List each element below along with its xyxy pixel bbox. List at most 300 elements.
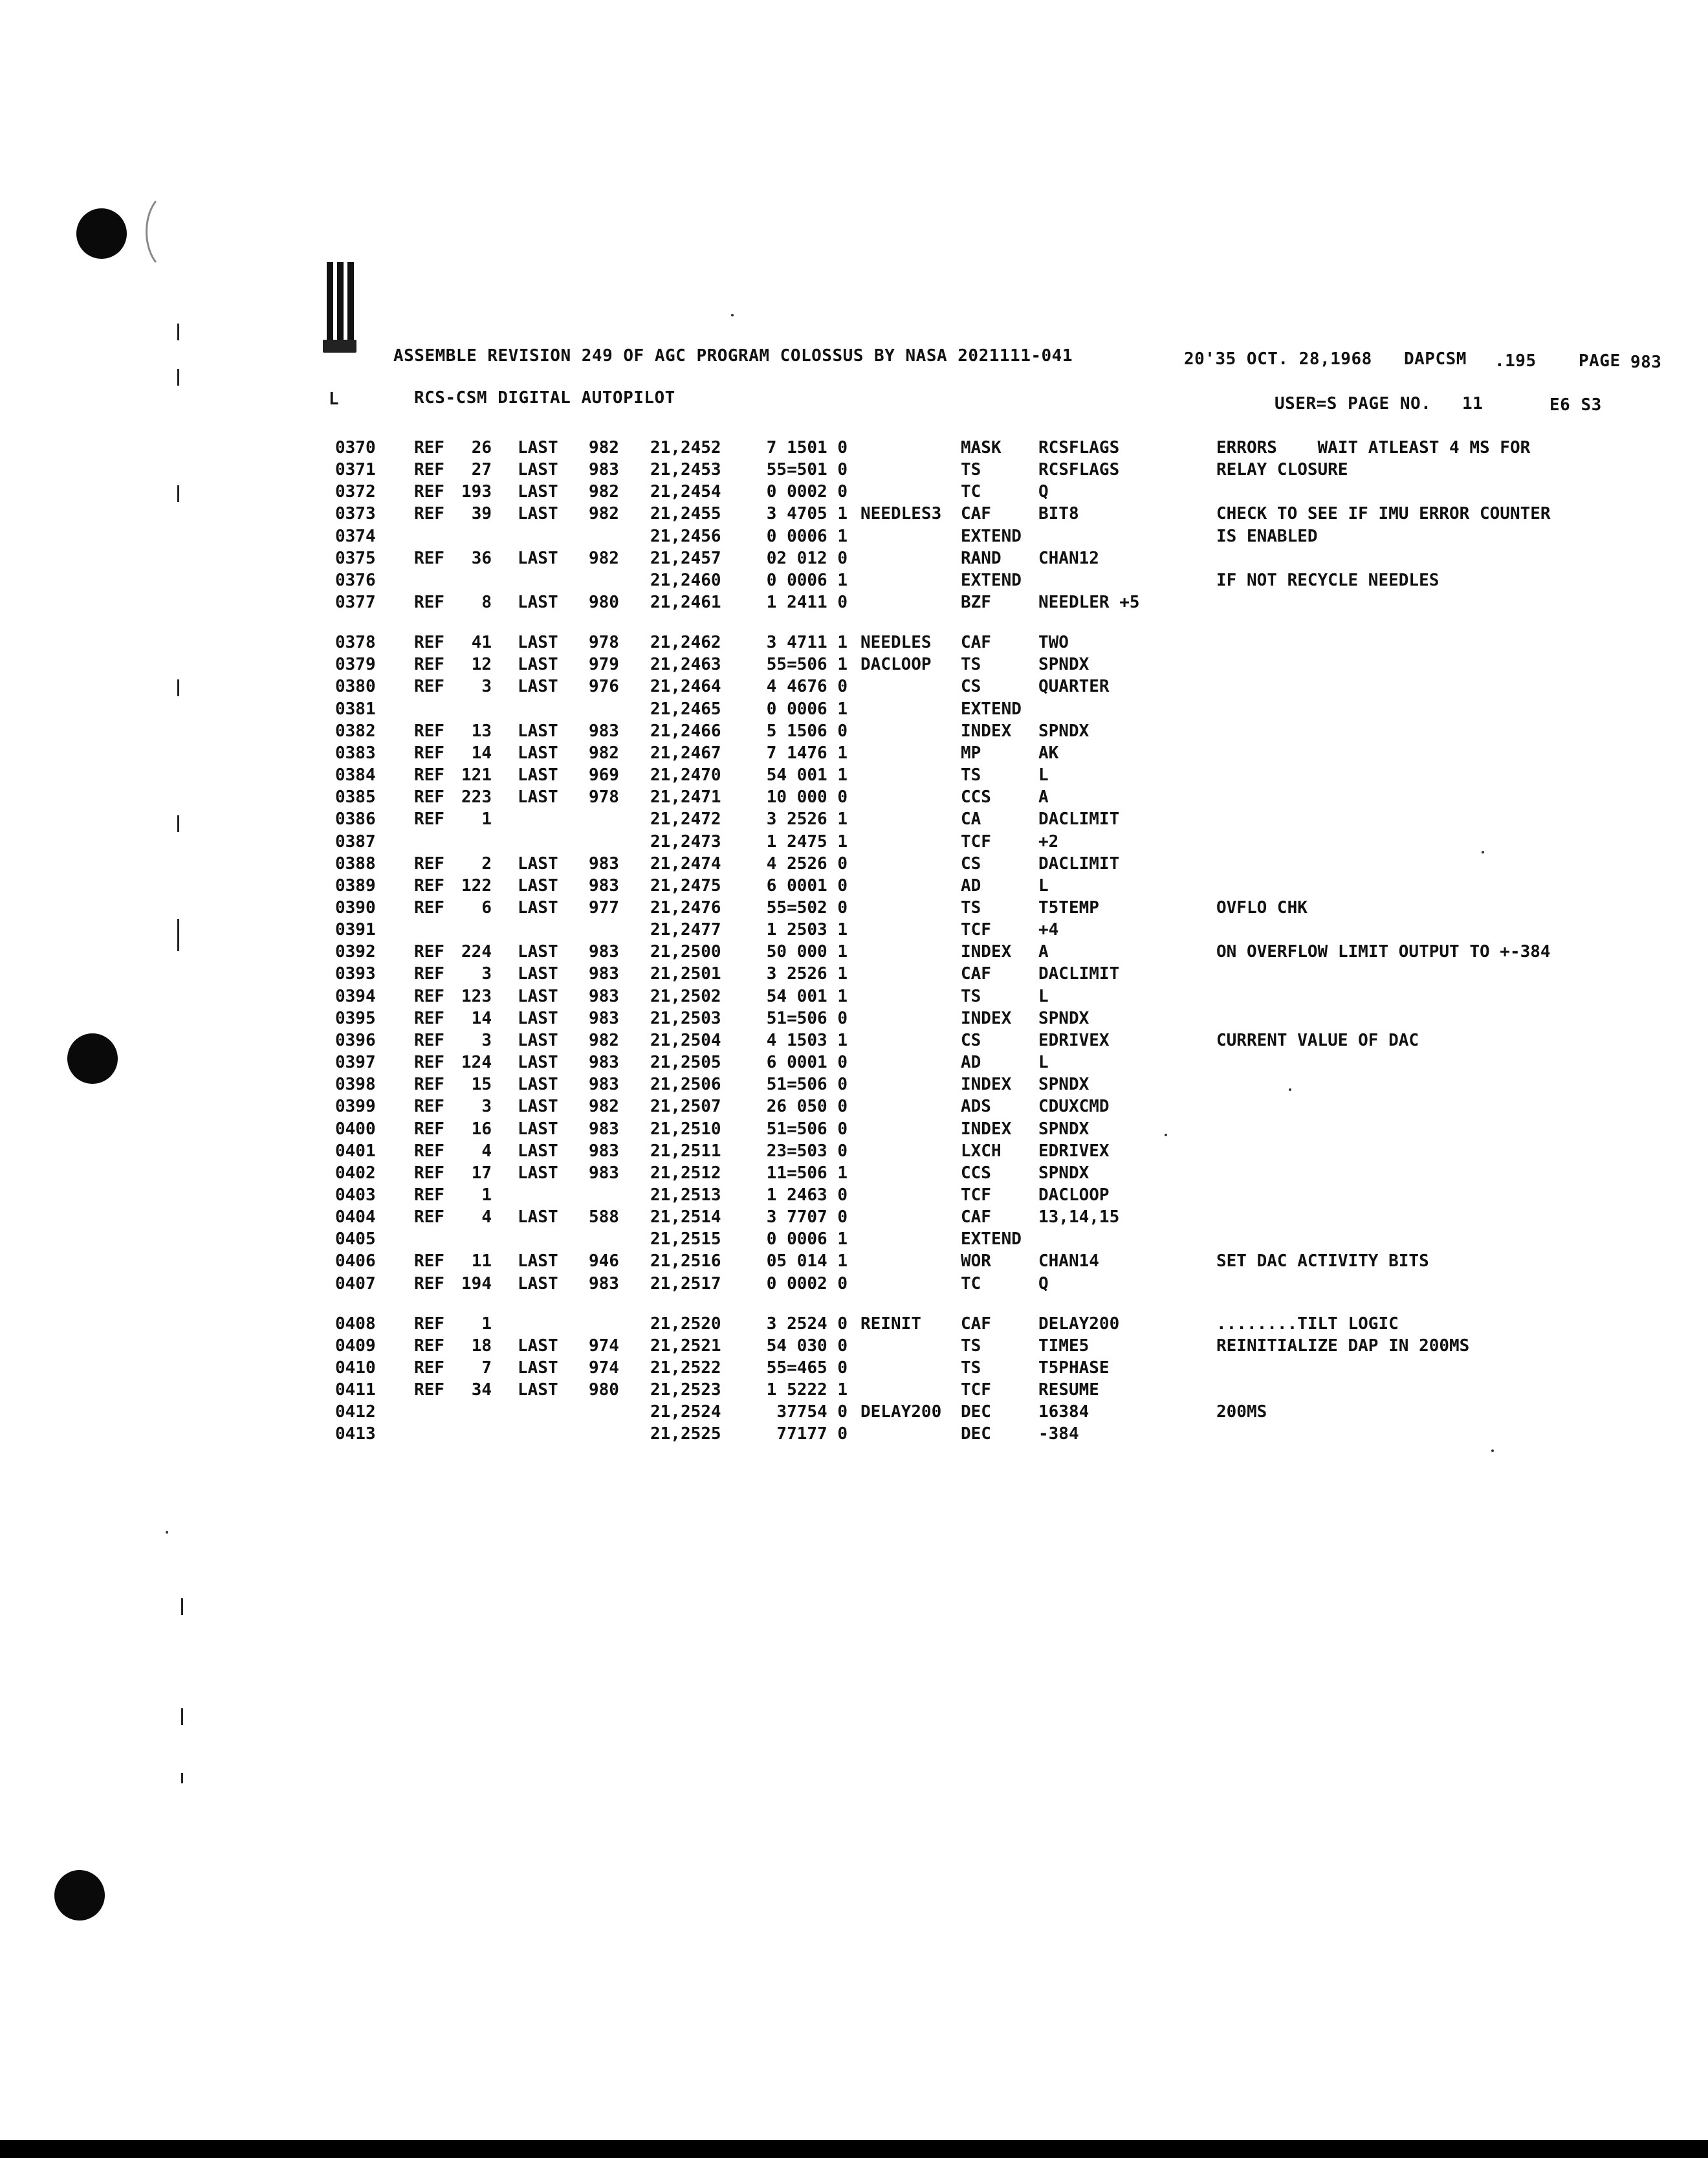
machine-code: 26 050 0 bbox=[766, 1097, 848, 1116]
memory-address: 21,2477 bbox=[650, 920, 721, 940]
ref-marker: REF bbox=[414, 1053, 444, 1072]
ref-marker: REF bbox=[414, 876, 444, 896]
machine-code: 3 4711 1 bbox=[766, 633, 848, 652]
ref-marker: REF bbox=[414, 987, 444, 1006]
last-page: 983 bbox=[589, 721, 619, 741]
ref-marker: REF bbox=[414, 787, 444, 807]
machine-code: 0 0006 1 bbox=[766, 1229, 848, 1249]
last-page: 983 bbox=[589, 1274, 619, 1294]
machine-code: 3 4705 1 bbox=[766, 504, 848, 523]
memory-address: 21,2453 bbox=[650, 460, 721, 479]
memory-address: 21,2504 bbox=[650, 1031, 721, 1050]
location-number: 0387 bbox=[335, 832, 376, 852]
memory-address: 21,2476 bbox=[650, 898, 721, 918]
location-number: 0386 bbox=[335, 809, 376, 829]
ref-marker: REF bbox=[414, 1141, 444, 1161]
opcode: BZF bbox=[961, 593, 991, 612]
opcode: CAF bbox=[961, 1314, 991, 1334]
ref-marker: REF bbox=[414, 721, 444, 741]
memory-address: 21,2465 bbox=[650, 699, 721, 719]
opcode: LXCH bbox=[961, 1141, 1002, 1161]
operand: DACLOOP bbox=[1038, 1185, 1110, 1205]
operand: SPNDX bbox=[1038, 1075, 1089, 1094]
opcode: TS bbox=[961, 1358, 981, 1378]
ref-marker: REF bbox=[414, 1097, 444, 1116]
last-marker: LAST bbox=[518, 987, 558, 1006]
memory-address: 21,2521 bbox=[650, 1336, 721, 1356]
memory-address: 21,2525 bbox=[650, 1424, 721, 1444]
ref-count: 18 bbox=[471, 1336, 492, 1356]
operand: T5TEMP bbox=[1038, 898, 1099, 918]
opcode: CS bbox=[961, 1031, 981, 1050]
opcode: DEC bbox=[961, 1402, 991, 1422]
machine-code: 3 2526 1 bbox=[766, 964, 848, 984]
operand: A bbox=[1038, 787, 1049, 807]
last-page: 982 bbox=[589, 1031, 619, 1050]
memory-address: 21,2507 bbox=[650, 1097, 721, 1116]
ref-marker: REF bbox=[414, 504, 444, 523]
memory-address: 21,2515 bbox=[650, 1229, 721, 1249]
machine-code: 3 7707 0 bbox=[766, 1207, 848, 1227]
location-number: 0395 bbox=[335, 1009, 376, 1028]
machine-code: 1 2463 0 bbox=[766, 1185, 848, 1205]
opcode: TS bbox=[961, 765, 981, 785]
last-marker: LAST bbox=[518, 549, 558, 568]
location-number: 0402 bbox=[335, 1163, 376, 1183]
machine-code: 7 1501 0 bbox=[766, 438, 848, 457]
location-number: 0380 bbox=[335, 677, 376, 696]
machine-code: 55=506 1 bbox=[766, 655, 848, 674]
ref-count: 1 bbox=[481, 1185, 492, 1205]
user-page-code: E6 S3 bbox=[1549, 395, 1602, 415]
comment: IS ENABLED bbox=[1216, 527, 1318, 546]
operand: TIME5 bbox=[1038, 1336, 1089, 1356]
memory-address: 21,2510 bbox=[650, 1119, 721, 1139]
machine-code: 0 0006 1 bbox=[766, 571, 848, 590]
memory-address: 21,2457 bbox=[650, 549, 721, 568]
operand: QUARTER bbox=[1038, 677, 1110, 696]
last-marker: LAST bbox=[518, 1207, 558, 1227]
comment: SET DAC ACTIVITY BITS bbox=[1216, 1251, 1429, 1271]
ref-marker: REF bbox=[414, 593, 444, 612]
machine-code: 23=503 0 bbox=[766, 1141, 848, 1161]
memory-address: 21,2513 bbox=[650, 1185, 721, 1205]
opcode: MASK bbox=[961, 438, 1002, 457]
machine-code: 4 2526 0 bbox=[766, 854, 848, 874]
opcode: ADS bbox=[961, 1097, 991, 1116]
ref-marker: REF bbox=[414, 1380, 444, 1400]
machine-code: 4 1503 1 bbox=[766, 1031, 848, 1050]
location-number: 0383 bbox=[335, 743, 376, 763]
location-number: 0403 bbox=[335, 1185, 376, 1205]
memory-address: 21,2517 bbox=[650, 1274, 721, 1294]
operand: SPNDX bbox=[1038, 721, 1089, 741]
speck bbox=[166, 1531, 168, 1534]
memory-address: 21,2523 bbox=[650, 1380, 721, 1400]
last-marker: LAST bbox=[518, 655, 558, 674]
location-number: 0407 bbox=[335, 1274, 376, 1294]
memory-address: 21,2455 bbox=[650, 504, 721, 523]
operand: Q bbox=[1038, 482, 1049, 501]
location-number: 0410 bbox=[335, 1358, 376, 1378]
machine-code: 7 1476 1 bbox=[766, 743, 848, 763]
machine-code: 55=465 0 bbox=[766, 1358, 848, 1378]
memory-address: 21,2464 bbox=[650, 677, 721, 696]
location-number: 0381 bbox=[335, 699, 376, 719]
operand: RCSFLAGS bbox=[1038, 460, 1120, 479]
user-page-number: 11 bbox=[1462, 394, 1484, 413]
machine-code: 4 4676 0 bbox=[766, 677, 848, 696]
operand: TWO bbox=[1038, 633, 1069, 652]
memory-address: 21,2473 bbox=[650, 832, 721, 852]
memory-address: 21,2514 bbox=[650, 1207, 721, 1227]
ref-count: 4 bbox=[481, 1207, 492, 1227]
memory-address: 21,2471 bbox=[650, 787, 721, 807]
ref-marker: REF bbox=[414, 1336, 444, 1356]
location-number: 0406 bbox=[335, 1251, 376, 1271]
last-page: 977 bbox=[589, 898, 619, 918]
header-timestamp: 20'35 OCT. 28,1968 bbox=[1184, 349, 1372, 369]
edge-mark bbox=[177, 679, 179, 696]
machine-code: 6 0001 0 bbox=[766, 876, 848, 896]
ref-marker: REF bbox=[414, 1185, 444, 1205]
machine-code: 0 0006 1 bbox=[766, 699, 848, 719]
last-page: 982 bbox=[589, 743, 619, 763]
location-number: 0373 bbox=[335, 504, 376, 523]
ref-count: 224 bbox=[461, 942, 492, 962]
location-number: 0392 bbox=[335, 942, 376, 962]
memory-address: 21,2456 bbox=[650, 527, 721, 546]
operand: CDUXCMD bbox=[1038, 1097, 1110, 1116]
punch-hole-top bbox=[76, 208, 127, 259]
ref-marker: REF bbox=[414, 633, 444, 652]
machine-code: 05 014 1 bbox=[766, 1251, 848, 1271]
machine-code: 3 2526 1 bbox=[766, 809, 848, 829]
operand: DACLIMIT bbox=[1038, 809, 1120, 829]
comment: OVFLO CHK bbox=[1216, 898, 1308, 918]
ref-marker: REF bbox=[414, 438, 444, 457]
ref-count: 4 bbox=[481, 1141, 492, 1161]
ref-count: 39 bbox=[471, 504, 492, 523]
location-number: 0408 bbox=[335, 1314, 376, 1334]
last-page: 983 bbox=[589, 964, 619, 984]
location-number: 0372 bbox=[335, 482, 376, 501]
opcode: WOR bbox=[961, 1251, 991, 1271]
ref-count: 193 bbox=[461, 482, 492, 501]
last-page: 946 bbox=[589, 1251, 619, 1271]
location-number: 0412 bbox=[335, 1402, 376, 1422]
machine-code: 5 1506 0 bbox=[766, 721, 848, 741]
memory-address: 21,2520 bbox=[650, 1314, 721, 1334]
symbol-label: NEEDLES bbox=[860, 633, 932, 652]
ref-marker: REF bbox=[414, 1207, 444, 1227]
last-page: 969 bbox=[589, 765, 619, 785]
opcode: DEC bbox=[961, 1424, 991, 1444]
scan-border-bottom bbox=[0, 2140, 1708, 2158]
memory-address: 21,2516 bbox=[650, 1251, 721, 1271]
operand: EDRIVEX bbox=[1038, 1141, 1110, 1161]
ref-count: 3 bbox=[481, 1031, 492, 1050]
operand: RCSFLAGS bbox=[1038, 438, 1120, 457]
opcode: TC bbox=[961, 1274, 981, 1294]
location-number: 0375 bbox=[335, 549, 376, 568]
symbol-label: NEEDLES3 bbox=[860, 504, 942, 523]
ref-marker: REF bbox=[414, 765, 444, 785]
operand: DACLIMIT bbox=[1038, 964, 1120, 984]
ref-count: 194 bbox=[461, 1274, 492, 1294]
machine-code: 3 2524 0 bbox=[766, 1314, 848, 1334]
last-page: 982 bbox=[589, 504, 619, 523]
last-page: 983 bbox=[589, 1163, 619, 1183]
location-number: 0390 bbox=[335, 898, 376, 918]
memory-address: 21,2502 bbox=[650, 987, 721, 1006]
operand: L bbox=[1038, 1053, 1049, 1072]
ref-count: 8 bbox=[481, 593, 492, 612]
opcode: TC bbox=[961, 482, 981, 501]
last-marker: LAST bbox=[518, 1053, 558, 1072]
location-number: 0397 bbox=[335, 1053, 376, 1072]
operand: 16384 bbox=[1038, 1402, 1089, 1422]
speck bbox=[1165, 1134, 1167, 1136]
operand: 13,14,15 bbox=[1038, 1207, 1120, 1227]
machine-code: 51=506 0 bbox=[766, 1009, 848, 1028]
memory-address: 21,2511 bbox=[650, 1141, 721, 1161]
comment: IF NOT RECYCLE NEEDLES bbox=[1216, 571, 1440, 590]
header-dapcsm: DAPCSM bbox=[1404, 349, 1467, 369]
speck bbox=[731, 314, 734, 316]
location-number: 0398 bbox=[335, 1075, 376, 1094]
last-marker: LAST bbox=[518, 1274, 558, 1294]
operand: L bbox=[1038, 987, 1049, 1006]
operand: L bbox=[1038, 876, 1049, 896]
location-number: 0401 bbox=[335, 1141, 376, 1161]
last-page: 980 bbox=[589, 1380, 619, 1400]
last-page: 588 bbox=[589, 1207, 619, 1227]
last-page: 982 bbox=[589, 1097, 619, 1116]
opcode: CAF bbox=[961, 504, 991, 523]
memory-address: 21,2463 bbox=[650, 655, 721, 674]
opcode: CCS bbox=[961, 1163, 991, 1183]
edge-mark bbox=[181, 1708, 183, 1725]
last-marker: LAST bbox=[518, 1119, 558, 1139]
last-marker: LAST bbox=[518, 1380, 558, 1400]
ref-count: 3 bbox=[481, 1097, 492, 1116]
last-marker: LAST bbox=[518, 898, 558, 918]
edge-mark bbox=[177, 919, 179, 951]
opcode: TCF bbox=[961, 1380, 991, 1400]
operand: CHAN14 bbox=[1038, 1251, 1099, 1271]
operand: DELAY200 bbox=[1038, 1314, 1120, 1334]
last-marker: LAST bbox=[518, 1097, 558, 1116]
machine-code: 1 2475 1 bbox=[766, 832, 848, 852]
memory-address: 21,2505 bbox=[650, 1053, 721, 1072]
ref-count: 34 bbox=[471, 1380, 492, 1400]
opcode: RAND bbox=[961, 549, 1002, 568]
location-number: 0396 bbox=[335, 1031, 376, 1050]
opcode: EXTEND bbox=[961, 699, 1022, 719]
ref-count: 12 bbox=[471, 655, 492, 674]
last-marker: LAST bbox=[518, 482, 558, 501]
ref-count: 3 bbox=[481, 677, 492, 696]
opcode: TS bbox=[961, 898, 981, 918]
operand: RESUME bbox=[1038, 1380, 1099, 1400]
location-number: 0405 bbox=[335, 1229, 376, 1249]
header-page-number: 983 bbox=[1630, 353, 1662, 372]
operand: BIT8 bbox=[1038, 504, 1079, 523]
ref-marker: REF bbox=[414, 1358, 444, 1378]
last-page: 983 bbox=[589, 1119, 619, 1139]
machine-code: 11=506 1 bbox=[766, 1163, 848, 1183]
last-marker: LAST bbox=[518, 593, 558, 612]
ref-count: 122 bbox=[461, 876, 492, 896]
last-page: 974 bbox=[589, 1358, 619, 1378]
location-number: 0389 bbox=[335, 876, 376, 896]
last-page: 980 bbox=[589, 593, 619, 612]
machine-code: 6 0001 0 bbox=[766, 1053, 848, 1072]
last-marker: LAST bbox=[518, 964, 558, 984]
last-marker: LAST bbox=[518, 1163, 558, 1183]
location-number: 0376 bbox=[335, 571, 376, 590]
ref-marker: REF bbox=[414, 549, 444, 568]
opcode: TCF bbox=[961, 832, 991, 852]
ref-marker: REF bbox=[414, 1075, 444, 1094]
last-marker: LAST bbox=[518, 438, 558, 457]
last-marker: LAST bbox=[518, 1075, 558, 1094]
punch-hole-bottom bbox=[54, 1870, 105, 1921]
operand: AK bbox=[1038, 743, 1059, 763]
edge-mark bbox=[177, 324, 179, 340]
ref-marker: REF bbox=[414, 655, 444, 674]
last-page: 976 bbox=[589, 677, 619, 696]
machine-code: 51=506 0 bbox=[766, 1075, 848, 1094]
ref-count: 2 bbox=[481, 854, 492, 874]
memory-address: 21,2467 bbox=[650, 743, 721, 763]
opcode: CA bbox=[961, 809, 981, 829]
opcode: TCF bbox=[961, 1185, 991, 1205]
machine-code: 51=506 0 bbox=[766, 1119, 848, 1139]
opcode: INDEX bbox=[961, 942, 1012, 962]
location-number: 0413 bbox=[335, 1424, 376, 1444]
memory-address: 21,2461 bbox=[650, 593, 721, 612]
last-page: 983 bbox=[589, 854, 619, 874]
operand: SPNDX bbox=[1038, 1009, 1089, 1028]
location-number: 0385 bbox=[335, 787, 376, 807]
edge-mark bbox=[177, 369, 179, 386]
memory-address: 21,2470 bbox=[650, 765, 721, 785]
last-marker: LAST bbox=[518, 504, 558, 523]
opcode: TS bbox=[961, 987, 981, 1006]
memory-address: 21,2503 bbox=[650, 1009, 721, 1028]
comment: ........TILT LOGIC bbox=[1216, 1314, 1399, 1334]
opcode: CS bbox=[961, 854, 981, 874]
last-marker: LAST bbox=[518, 942, 558, 962]
last-marker: LAST bbox=[518, 743, 558, 763]
last-page: 978 bbox=[589, 633, 619, 652]
last-page: 983 bbox=[589, 1141, 619, 1161]
last-marker: LAST bbox=[518, 787, 558, 807]
opcode: CAF bbox=[961, 1207, 991, 1227]
operand: L bbox=[1038, 765, 1049, 785]
ref-marker: REF bbox=[414, 964, 444, 984]
machine-code: 77177 0 bbox=[776, 1424, 848, 1444]
memory-address: 21,2501 bbox=[650, 964, 721, 984]
ref-count: 17 bbox=[471, 1163, 492, 1183]
ref-count: 16 bbox=[471, 1119, 492, 1139]
operand: SPNDX bbox=[1038, 655, 1089, 674]
symbol-label: DACLOOP bbox=[860, 655, 932, 674]
ref-marker: REF bbox=[414, 1119, 444, 1139]
memory-address: 21,2460 bbox=[650, 571, 721, 590]
last-marker: LAST bbox=[518, 1251, 558, 1271]
machine-code: 55=501 0 bbox=[766, 460, 848, 479]
ref-count: 121 bbox=[461, 765, 492, 785]
location-number: 0382 bbox=[335, 721, 376, 741]
comment: ON OVERFLOW LIMIT OUTPUT TO +-384 bbox=[1216, 942, 1551, 962]
memory-address: 21,2512 bbox=[650, 1163, 721, 1183]
memory-address: 21,2452 bbox=[650, 438, 721, 457]
machine-code: 54 001 1 bbox=[766, 765, 848, 785]
comment: RELAY CLOSURE bbox=[1216, 460, 1348, 479]
memory-address: 21,2454 bbox=[650, 482, 721, 501]
opcode: INDEX bbox=[961, 1075, 1012, 1094]
ref-marker: REF bbox=[414, 482, 444, 501]
ref-count: 27 bbox=[471, 460, 492, 479]
last-marker: LAST bbox=[518, 677, 558, 696]
opcode: CAF bbox=[961, 633, 991, 652]
location-number: 0411 bbox=[335, 1380, 376, 1400]
location-number: 0371 bbox=[335, 460, 376, 479]
last-page: 982 bbox=[589, 482, 619, 501]
last-page: 983 bbox=[589, 987, 619, 1006]
ref-count: 1 bbox=[481, 809, 492, 829]
ref-count: 14 bbox=[471, 1009, 492, 1028]
last-marker: LAST bbox=[518, 854, 558, 874]
machine-code: 0 0002 0 bbox=[766, 1274, 848, 1294]
ref-marker: REF bbox=[414, 1314, 444, 1334]
location-number: 0370 bbox=[335, 438, 376, 457]
comment: 200MS bbox=[1216, 1402, 1267, 1422]
operand: DACLIMIT bbox=[1038, 854, 1120, 874]
machine-code: 37754 0 bbox=[776, 1402, 848, 1422]
location-number: 0378 bbox=[335, 633, 376, 652]
operand: -384 bbox=[1038, 1424, 1079, 1444]
last-page: 983 bbox=[589, 1075, 619, 1094]
opcode: INDEX bbox=[961, 721, 1012, 741]
comment: REINITIALIZE DAP IN 200MS bbox=[1216, 1336, 1470, 1356]
operand: T5PHASE bbox=[1038, 1358, 1110, 1378]
ref-count: 41 bbox=[471, 633, 492, 652]
ref-count: 6 bbox=[481, 898, 492, 918]
header-num: .195 bbox=[1494, 351, 1537, 371]
location-number: 0391 bbox=[335, 920, 376, 940]
location-number: 0394 bbox=[335, 987, 376, 1006]
last-marker: LAST bbox=[518, 460, 558, 479]
opcode: CAF bbox=[961, 964, 991, 984]
opcode: MP bbox=[961, 743, 981, 763]
ref-count: 15 bbox=[471, 1075, 492, 1094]
memory-address: 21,2462 bbox=[650, 633, 721, 652]
location-number: 0393 bbox=[335, 964, 376, 984]
machine-code: 54 030 0 bbox=[766, 1336, 848, 1356]
last-marker: LAST bbox=[518, 765, 558, 785]
section-letter: L bbox=[329, 390, 340, 409]
last-page: 983 bbox=[589, 1009, 619, 1028]
opcode: TS bbox=[961, 460, 981, 479]
ref-count: 1 bbox=[481, 1314, 492, 1334]
comment: CHECK TO SEE IF IMU ERROR COUNTER bbox=[1216, 504, 1551, 523]
section-title: RCS-CSM DIGITAL AUTOPILOT bbox=[414, 388, 675, 408]
memory-address: 21,2500 bbox=[650, 942, 721, 962]
